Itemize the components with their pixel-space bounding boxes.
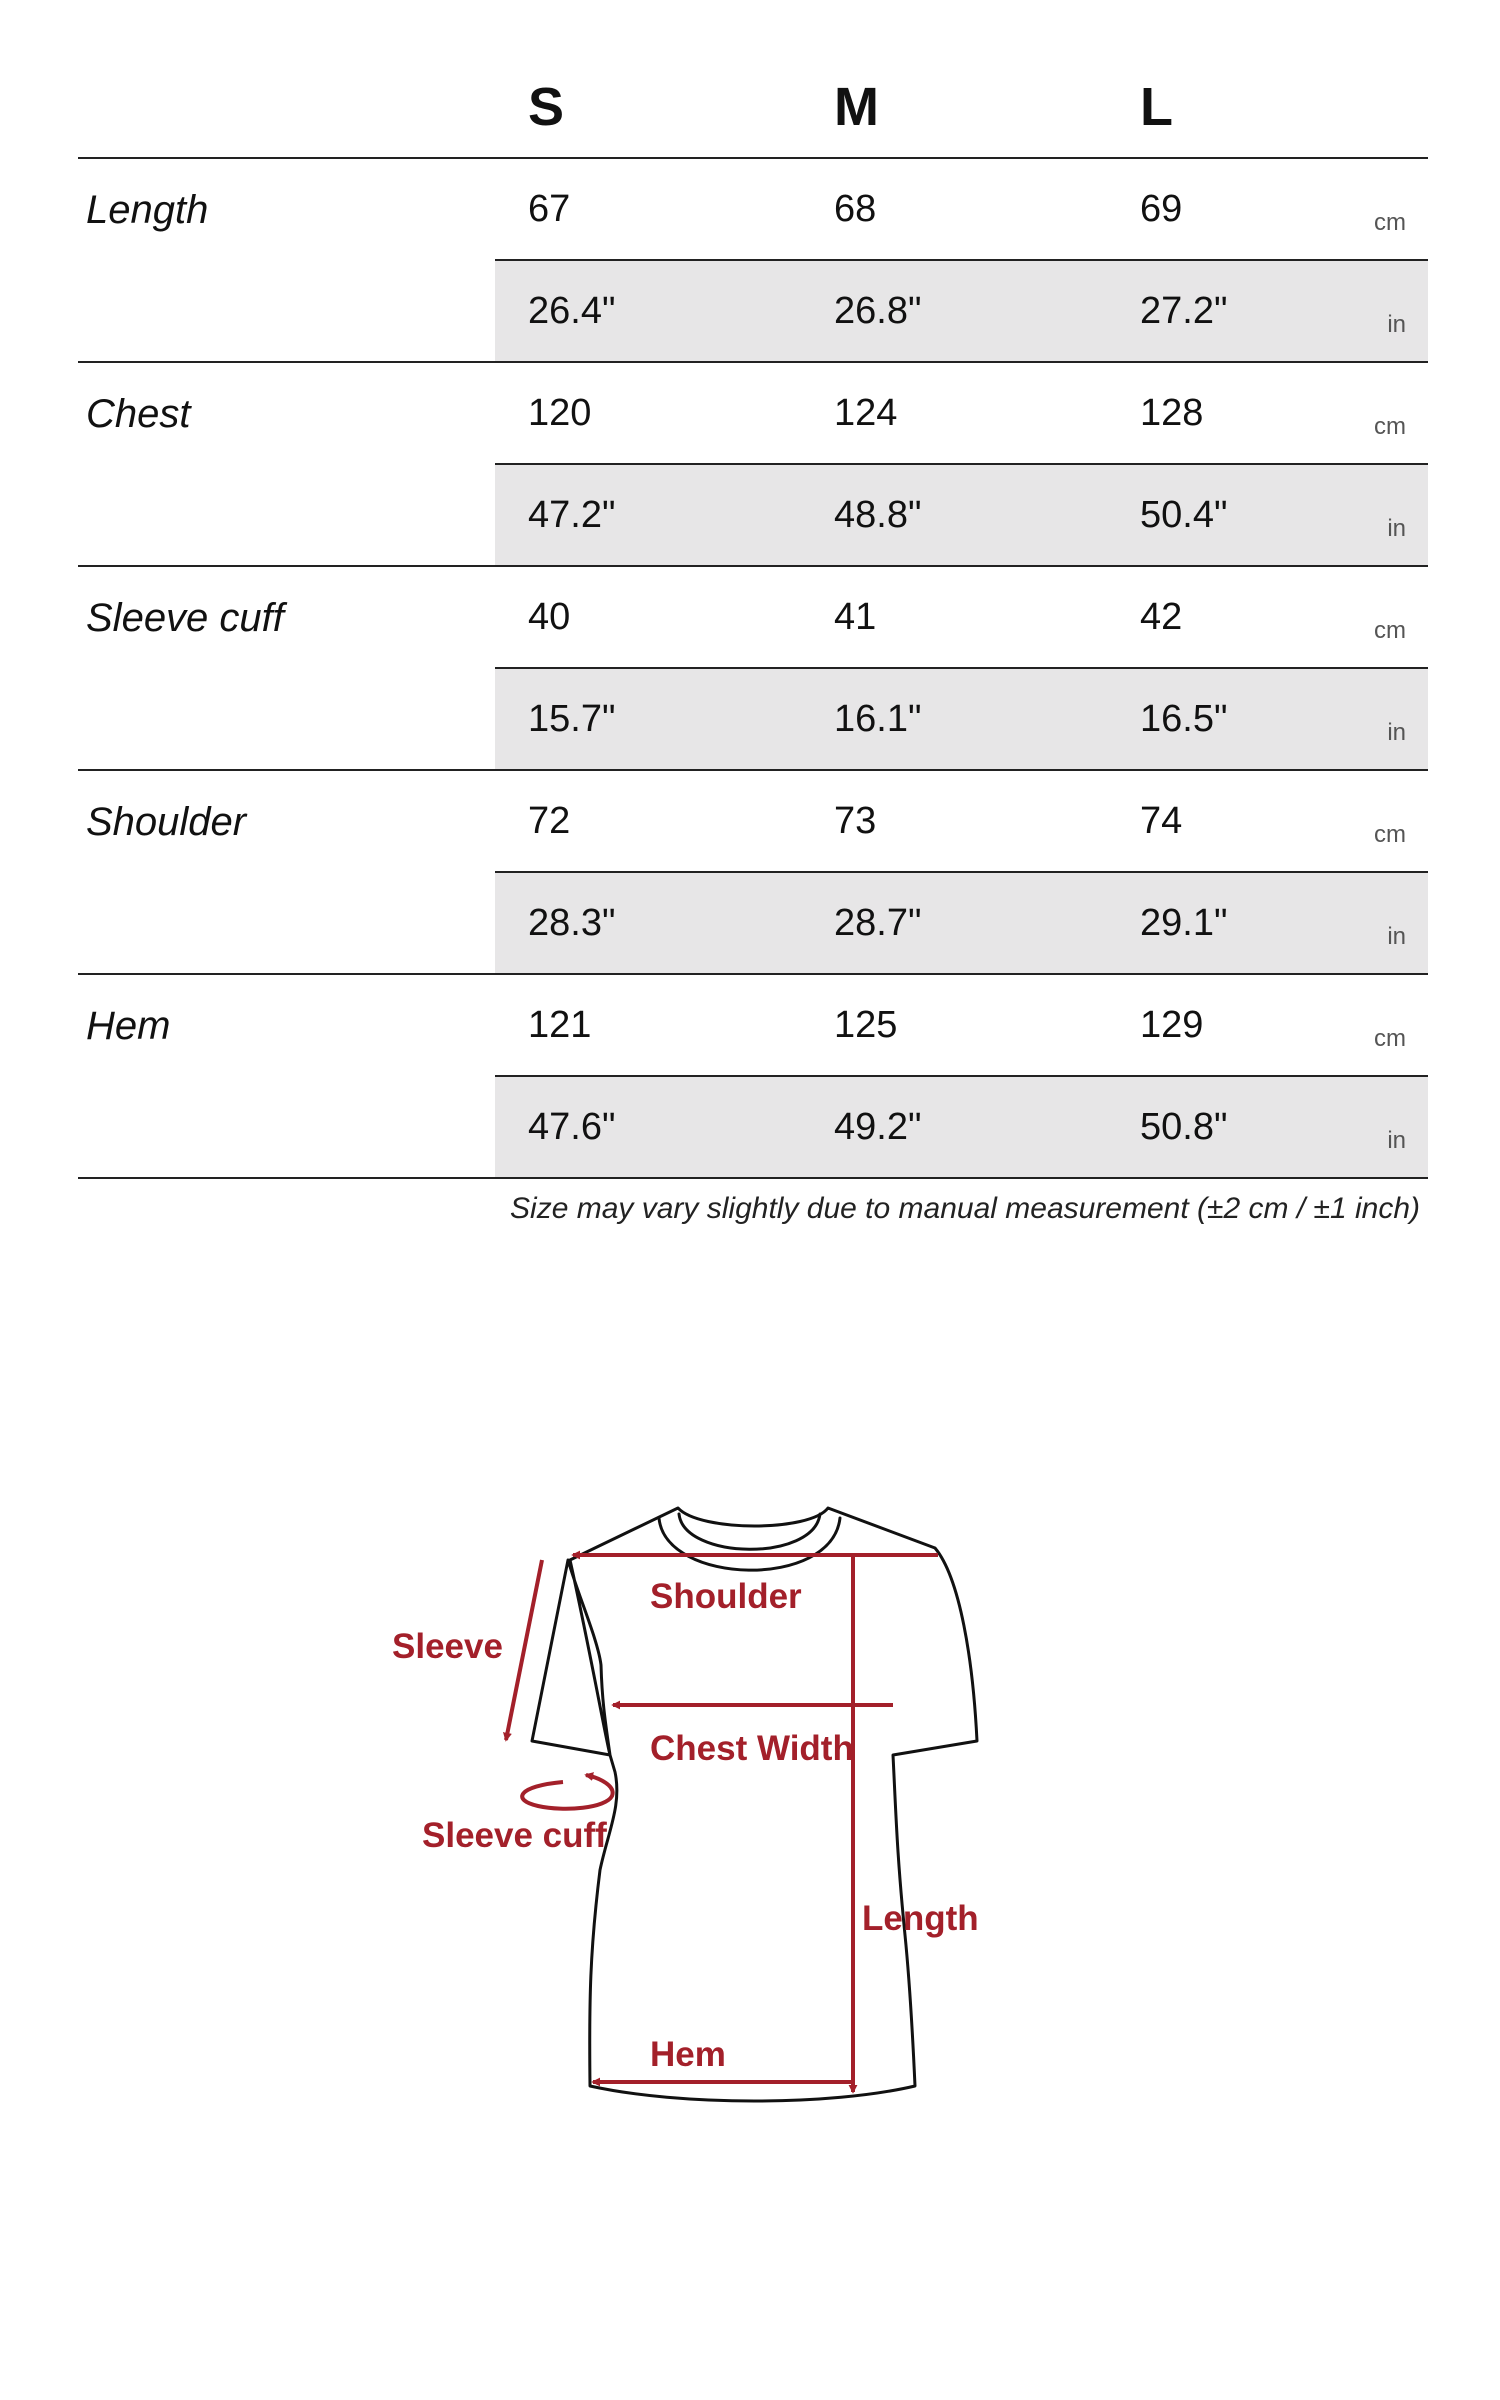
value-in: 27.2" <box>1140 290 1228 332</box>
row-shade <box>495 873 1428 973</box>
row-subdivider <box>495 1075 1428 1077</box>
measurement-note: Size may vary slightly due to manual measurement (±2 cm / ±1 inch) <box>510 1192 1420 1225</box>
row-subdivider <box>495 259 1428 261</box>
measurement-name: Chest <box>86 392 191 436</box>
unit-in: in <box>1387 923 1406 950</box>
table-divider <box>78 973 1428 975</box>
sleeve-cuff-arrow <box>522 1775 612 1809</box>
value-cm: 129 <box>1140 1004 1204 1046</box>
value-cm: 73 <box>834 800 877 842</box>
value-in: 48.8" <box>834 494 922 536</box>
row-subdivider <box>495 871 1428 873</box>
table-divider <box>78 769 1428 771</box>
sleeve-label: Sleeve <box>392 1627 503 1666</box>
value-in: 26.8" <box>834 290 922 332</box>
table-divider <box>78 361 1428 363</box>
measurement-name: Sleeve cuff <box>86 596 284 640</box>
sleeve-cuff-label: Sleeve cuff <box>422 1816 607 1855</box>
measurement-name: Length <box>86 188 209 232</box>
value-cm: 128 <box>1140 392 1204 434</box>
value-cm: 69 <box>1140 188 1183 230</box>
value-cm: 68 <box>834 188 877 230</box>
value-cm: 124 <box>834 392 898 434</box>
value-cm: 125 <box>834 1004 898 1046</box>
row-subdivider <box>495 667 1428 669</box>
value-in: 47.6" <box>528 1106 616 1148</box>
value-in: 26.4" <box>528 290 616 332</box>
value-cm: 121 <box>528 1004 592 1046</box>
value-cm: 40 <box>528 596 571 638</box>
value-in: 50.8" <box>1140 1106 1228 1148</box>
unit-in: in <box>1387 1127 1406 1154</box>
row-shade <box>495 261 1428 361</box>
unit-in: in <box>1387 515 1406 542</box>
value-in: 28.3" <box>528 902 616 944</box>
unit-in: in <box>1387 719 1406 746</box>
value-in: 28.7" <box>834 902 922 944</box>
table-divider <box>78 1177 1428 1179</box>
table-divider <box>78 565 1428 567</box>
value-in: 29.1" <box>1140 902 1228 944</box>
measurement-name: Shoulder <box>86 800 247 844</box>
row-shade <box>495 465 1428 565</box>
size-header-s: S <box>528 77 565 137</box>
tshirt-measurement-diagram <box>0 1400 1500 2200</box>
size-chart-table <box>78 0 1428 1300</box>
table-divider <box>78 157 1428 159</box>
value-in: 15.7" <box>528 698 616 740</box>
row-subdivider <box>495 463 1428 465</box>
unit-in: in <box>1387 311 1406 338</box>
unit-cm: cm <box>1374 413 1406 440</box>
unit-cm: cm <box>1374 1025 1406 1052</box>
size-header-l: L <box>1140 77 1173 137</box>
value-cm: 67 <box>528 188 571 230</box>
value-cm: 74 <box>1140 800 1183 842</box>
value-cm: 120 <box>528 392 592 434</box>
chest-width-label: Chest Width <box>650 1729 854 1768</box>
value-cm: 72 <box>528 800 571 842</box>
value-in: 50.4" <box>1140 494 1228 536</box>
unit-cm: cm <box>1374 617 1406 644</box>
value-in: 49.2" <box>834 1106 922 1148</box>
length-label: Length <box>862 1899 979 1938</box>
value-cm: 42 <box>1140 596 1183 638</box>
value-in: 16.1" <box>834 698 922 740</box>
row-shade <box>495 1077 1428 1177</box>
size-header-m: M <box>834 77 879 137</box>
shoulder-label: Shoulder <box>650 1577 802 1616</box>
unit-cm: cm <box>1374 821 1406 848</box>
value-in: 47.2" <box>528 494 616 536</box>
hem-label: Hem <box>650 2035 726 2074</box>
value-cm: 41 <box>834 596 877 638</box>
unit-cm: cm <box>1374 209 1406 236</box>
measurement-name: Hem <box>86 1004 171 1048</box>
row-shade <box>495 669 1428 769</box>
value-in: 16.5" <box>1140 698 1228 740</box>
